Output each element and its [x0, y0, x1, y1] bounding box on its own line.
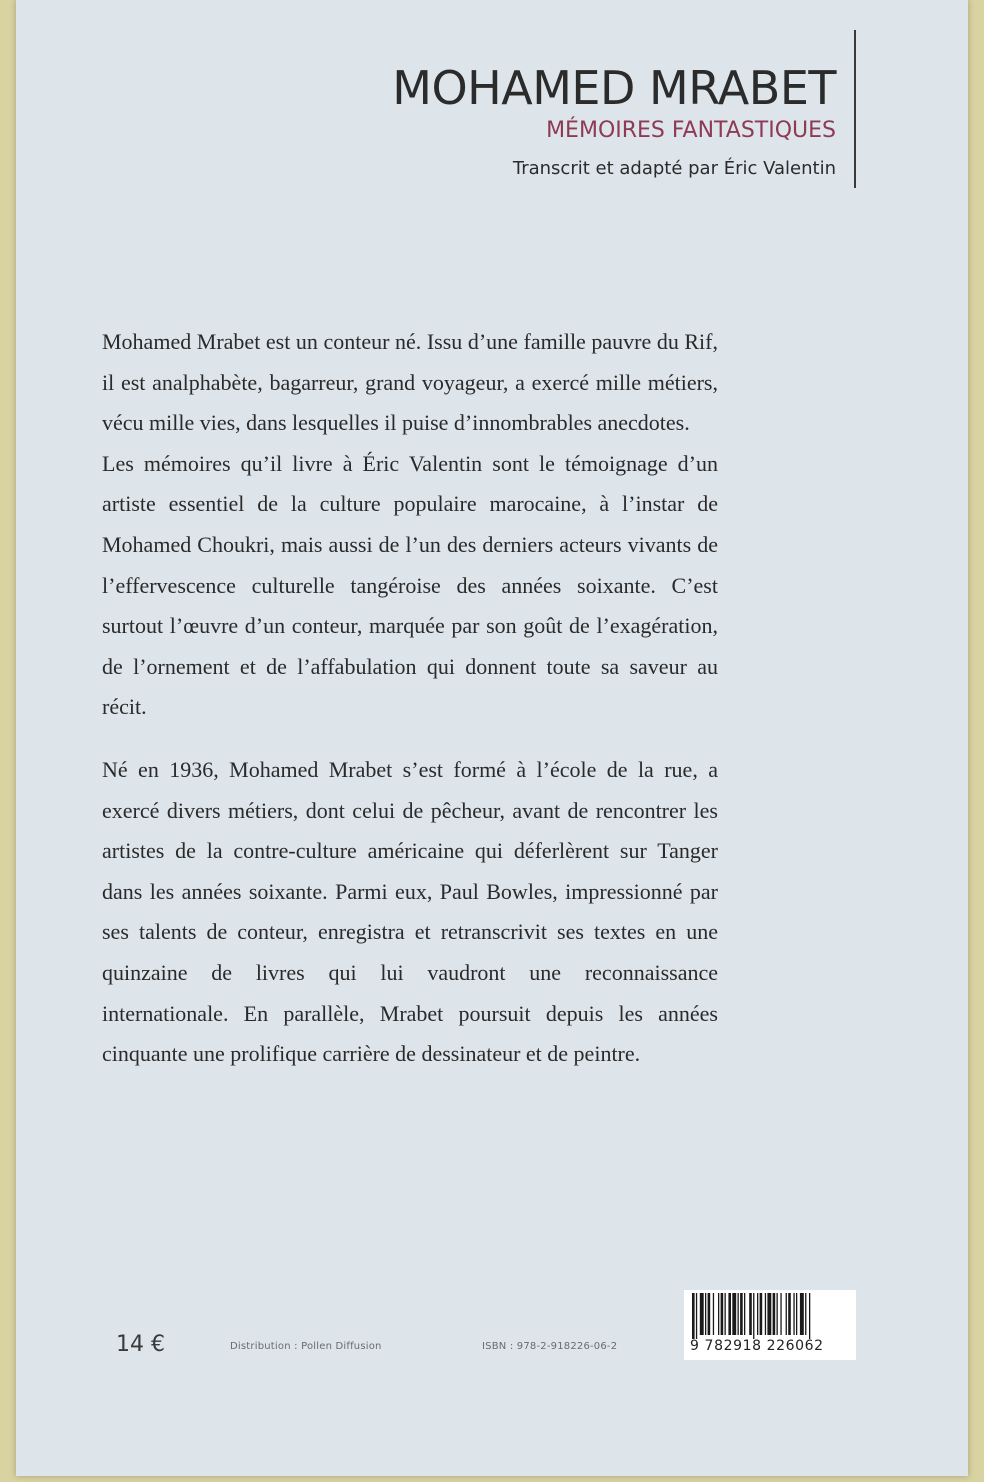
- barcode: [684, 1290, 856, 1360]
- header-divider: [854, 30, 856, 188]
- book-back-cover: [16, 0, 968, 1476]
- barcode-bar: [796, 1293, 797, 1335]
- barcode-bar: [757, 1293, 758, 1335]
- book-title: MÉMOIRES FANTASTIQUES: [546, 118, 836, 143]
- barcode-bar: [793, 1293, 794, 1335]
- barcode-number: 9 782918 226062: [690, 1338, 824, 1354]
- barcode-bar: [749, 1293, 752, 1335]
- price-label: 14 €: [116, 1332, 165, 1357]
- blurb-paragraph-1: Mohamed Mrabet est un conteur né. Issu d’une famille pauvre du Rif, il est analphabète, bagarreur, grand voyageur, a exercé mille métiers, vécu mille vies, dans lesquelles il puise d’innombrables anecdotes.: [102, 329, 718, 436]
- barcode-bar: [718, 1293, 719, 1335]
- barcode-bar: [777, 1293, 778, 1335]
- barcode-bar: [713, 1293, 714, 1335]
- barcode-bar: [708, 1293, 711, 1335]
- barcode-bar: [705, 1293, 706, 1335]
- barcode-bar: [788, 1293, 791, 1335]
- barcode-bar: [800, 1293, 804, 1335]
- barcode-bar: [753, 1293, 754, 1339]
- barcode-bar: [732, 1293, 736, 1335]
- barcode-bar: [692, 1293, 695, 1339]
- cover-header: [392, 62, 836, 182]
- author-name: MOHAMED MRABET: [392, 61, 836, 115]
- barcode-bar: [696, 1293, 697, 1339]
- barcode-bar: [725, 1293, 726, 1335]
- isbn-label: ISBN : 978-2-918226-06-2: [482, 1341, 618, 1352]
- barcode-bar: [773, 1293, 776, 1335]
- blurb-paragraph-1b: Les mémoires qu’il livre à Éric Valentin sont le témoignage d’un artiste essentiel de la culture populaire marocaine, à l’instar de Mohamed Choukri, mais aussi de l’un des derniers acteurs vivants de l’effervescence culturelle tangéroise des années soixante. C’est surtout l’œuvre d’un conteur, marquée par son goût de l’exagération, de l’ornement et de l’affabulation qui donnent toute sa saveur au récit.: [102, 450, 718, 720]
- barcode-bar: [744, 1293, 745, 1335]
- barcode-bar: [805, 1293, 806, 1335]
- barcode-bar: [765, 1293, 766, 1335]
- distribution-label: Distribution : Pollen Diffusion: [230, 1341, 382, 1352]
- barcode-bar: [760, 1293, 763, 1335]
- translator-credit: Transcrit et adapté par Éric Valentin: [512, 158, 836, 179]
- barcode-bar: [786, 1293, 787, 1335]
- blurb-paragraph-2: Né en 1936, Mohamed Mrabet s’est formé à l’école de la rue, a exercé divers métiers, dont celui de pêcheur, avant de rencontrer les artistes de la contre-culture américaine qui déferlèrent sur Tanger dans les années soixante. Parmi eux, Paul Bowles, impressionné par ses talents de conteur, enregistra et retranscrivit ses textes en une quinzaine de livres qui lui vaudront une reconnaissance internationale. En parallèle, Mrabet poursuit depuis les années cinquante une prolifique carrière de dessinateur et de peintre.: [102, 756, 718, 1067]
- barcode-bar: [740, 1293, 743, 1335]
- barcode-bar: [767, 1293, 771, 1335]
- barcode-bar: [728, 1293, 731, 1335]
- barcode-bar: [721, 1293, 724, 1335]
- barcode-bar: [738, 1293, 739, 1335]
- barcode-bar: [700, 1293, 704, 1335]
- barcode-icon: [692, 1293, 848, 1339]
- barcode-bar: [780, 1293, 781, 1335]
- barcode-bar: [809, 1293, 810, 1339]
- blurb: [102, 322, 718, 1075]
